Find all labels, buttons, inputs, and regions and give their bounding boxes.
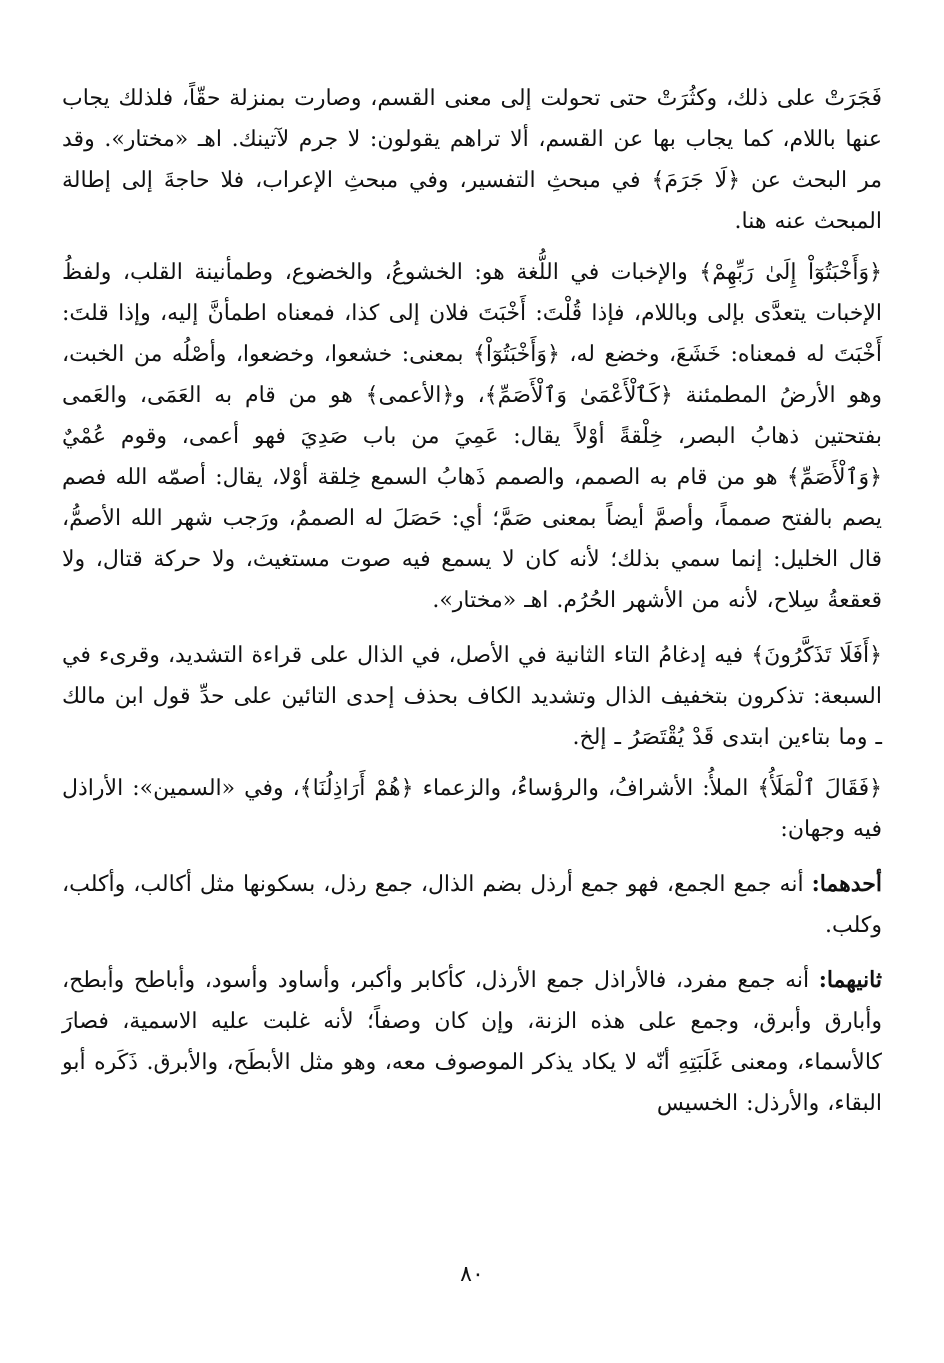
paragraph-akhbatu: ﴿وَأَخْبَتُوٓاْ إِلَىٰ رَبِّهِمْ﴾ والإخبات في اللُّغة هو: الخشوعُ، والخضوع، وطمأنينة القلب، ولفظُ الإخبات يتعدَّى بإلى وباللام، فإذا قُلْتَ: أَخْبَتَ فلان إلى كذا، فمعناه اطمأنَّ إليه، وإذا قلتَ: أَخْبَتَ له فمعناه: خَشَعَ، وخضع له، ﴿وَأَخْبَتُوٓاْ﴾ بمعنى: خشعوا، وخضعوا، وأصْلُه من الخبت، وهو الأرضُ المطمئنة ﴿كَٱلْأَعْمَىٰ وَٱلْأَصَمِّ﴾، و﴿الأعمى﴾ هو من قام به العَمَى، والعَمى بفتحتين ذهابُ البصر، خِلْقةً أوْلاً يقال: عَمِيَ من باب صَدِيَ فهو أعمى، وقوم عُمْيٌ ﴿وَٱلْأَصَمِّ﴾ هو من قام به الصمم، والصمم ذَهابُ السمع خِلقة أوْلا، يقال: أصمّه الله فصم يصم بالفتح صمماً، وأصمَّ أيضاً بمعنى صَمَّ؛ أي: حَصَلَ له الصممُ، ورَجب شهر الله الأصمُّ، قال الخليل: إنما سمي بذلك؛ لأنه كان لا يسمع فيه صوت مستغيث، ولا حركة قتال، ولا قعقعةُ سِلاح، لأنه من الأشهر الحُرُم. اهـ «مختار». <box>62 260 882 613</box>
page-body <box>62 78 882 1134</box>
first-view-label: أحدهما: <box>811 871 882 897</box>
paragraph-first-view <box>62 864 882 946</box>
paragraph-afala-tadhakkarun: ﴿أَفَلَا تَذَكَّرُونَ﴾ فيه إدغامُ التاء الثانية في الأصل، في الذال على قراءة التشديد، وقرىء في السبعة: تذكرون بتخفيف الذال وتشديد الكاف بحذف إحدى التائين على حدِّ قول ابن مالك ـ وما بتاءين ابتدى قَدْ يُقْتَصَرُ ـ إلخ. <box>62 643 882 750</box>
paragraph-second-view <box>62 960 882 1124</box>
paragraph-al-mala: ﴿فَقَالَ ٱلْمَلَأُ﴾ الملأُ: الأشرافُ، والرؤساءُ، والزعماء ﴿هُمْ أَرَاذِلُنَا﴾، وفي «السمين»: الأراذل فيه وجهان: <box>62 776 882 842</box>
second-view-text: أنه جمع مفرد، فالأراذل جمع الأرذل، كأكابر وأكبر، وأساود وأسود، وأباطح وأبطح، وأبارق وأبرق، وجمع على هذه الزنة، وإن كان وصفاً؛ لأنه غلبت عليه الاسمية، فصارَ كالأسماء، ومعنى غَلَبَتِهِ أنّه لا يكاد يذكر الموصوف معه، وهو مثل الأبطَح، والأبرق. ذَكَره أبو البقاء، والأرذل: الخسيس <box>62 968 882 1116</box>
first-view-text: أنه جمع الجمع، فهو جمع أرذل بضم الذال، جمع رذل، بسكونها مثل أكالب، وأكلب، وكلب. <box>62 872 882 938</box>
paragraph-la-jarama: فَجَرَتْ على ذلك، وكثُرَتْ حتى تحولت إلى معنى القسم، وصارت بمنزلة حقّاً، فلذلك يجاب عنها باللام، كما يجاب بها عن القسم، ألا تراهم يقولون: لا جرم لآتينك. اهـ «مختار». وقد مر البحث عن ﴿لَا جَرَمَ﴾ في مبحثِ التفسير، وفي مبحثِ الإعراب، فلا حاجةَ إلى إطالة المبحث عنه هنا. <box>62 86 882 234</box>
page-number: ٨٠ <box>460 1262 484 1287</box>
second-view-label: ثانيهما: <box>818 967 882 993</box>
